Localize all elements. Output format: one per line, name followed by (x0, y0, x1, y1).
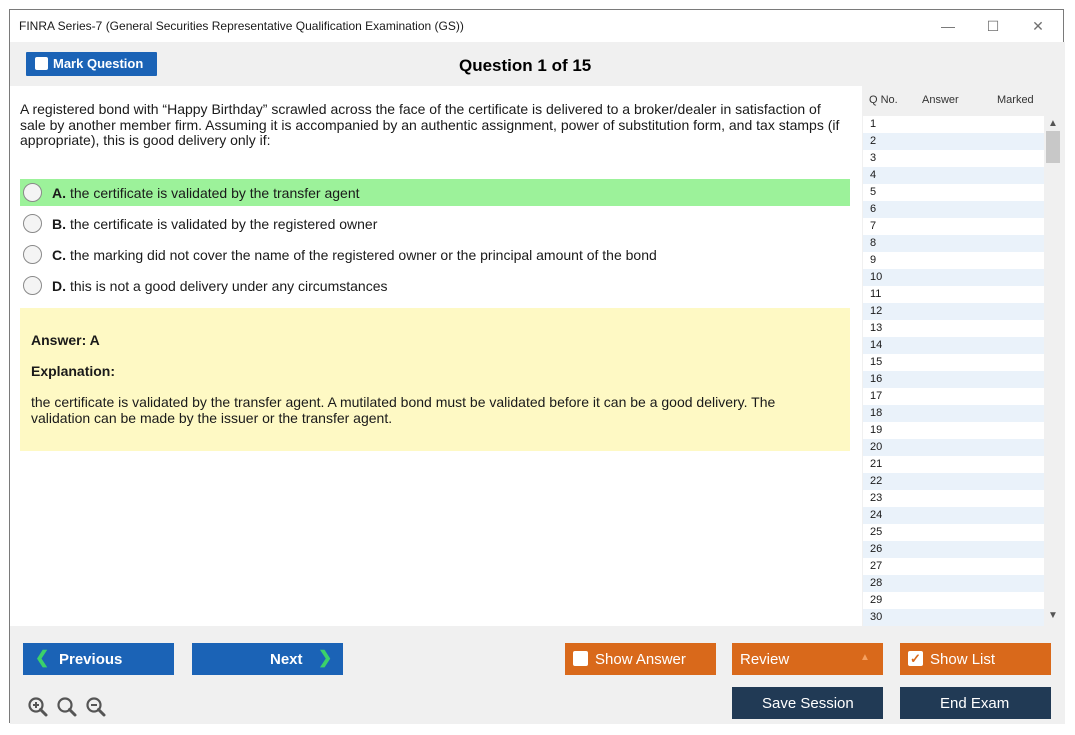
footer-toolbar (10, 626, 1065, 724)
question-list-row[interactable]: 30 (863, 609, 1044, 626)
question-list-row[interactable]: 10 (863, 269, 1044, 286)
show-list-label: Show List (930, 651, 996, 668)
radio-icon[interactable] (23, 245, 42, 264)
question-list-row[interactable]: 16 (863, 371, 1044, 388)
scroll-thumb[interactable] (1046, 131, 1060, 163)
question-list[interactable] (863, 116, 1044, 626)
question-list-row[interactable]: 5 (870, 186, 877, 198)
zoom-in-icon[interactable] (27, 696, 49, 718)
end-exam-label: End Exam (940, 695, 1010, 712)
zoom-out-icon[interactable] (85, 696, 107, 718)
save-session-label: Save Session (762, 695, 854, 712)
save-session-button[interactable] (732, 687, 883, 719)
chevron-right-icon: ❯ (318, 648, 333, 667)
maximize-icon[interactable]: ☐ (986, 18, 1000, 34)
question-list-row[interactable]: 20 (863, 439, 1044, 456)
question-list-row[interactable]: 19 (870, 424, 883, 436)
question-list-row[interactable]: 26 (863, 541, 1044, 558)
question-list-row[interactable]: 27 (870, 560, 883, 572)
window-title: FINRA Series-7 (General Securities Representative Qualification Examination (GS)) (19, 19, 464, 33)
question-list-panel (862, 86, 1065, 626)
question-list-row[interactable]: 15 (870, 356, 883, 368)
question-list-row[interactable]: 18 (863, 405, 1044, 422)
mark-question-label: Mark Question (53, 56, 144, 71)
answer-label: Answer: A (31, 332, 100, 348)
question-list-row[interactable]: 28 (863, 575, 1044, 592)
question-list-row[interactable]: 23 (870, 492, 883, 504)
option-letter: B. (52, 216, 66, 232)
dropdown-arrow-icon: ▲ (860, 652, 870, 663)
mark-checkbox-icon[interactable] (35, 57, 48, 70)
question-list-header (862, 86, 1065, 116)
question-list-row[interactable]: 25 (870, 526, 883, 538)
question-list-row[interactable]: 22 (863, 473, 1044, 490)
scroll-down-icon[interactable]: ▼ (1048, 610, 1058, 621)
option-letter: C. (52, 247, 66, 263)
question-text: A registered bond with “Happy Birthday” scrawled across the face of the certificate is delivered to a broker/dealer in satisfaction of sale by another member firm. Assuming it is accompanied by an authentic assignment, power of substitution form, and tax stamps (if appropriate), this is good delivery only if: (20, 101, 840, 148)
question-list-row[interactable]: 1 (870, 118, 877, 130)
option-b[interactable] (20, 210, 850, 237)
question-list-row[interactable]: 21 (870, 458, 883, 470)
question-list-row[interactable]: 3 (870, 152, 877, 164)
question-list-row[interactable]: 11 (870, 288, 882, 300)
radio-icon[interactable] (23, 276, 42, 295)
question-list-scrollbar[interactable] (1044, 116, 1062, 626)
close-icon[interactable]: ✕ (1032, 18, 1044, 34)
question-header (10, 42, 1065, 86)
question-counter: Question 1 of 15 (459, 56, 592, 75)
col-qno[interactable]: Q No. (869, 94, 898, 106)
previous-button[interactable] (23, 643, 174, 675)
option-letter: A. (52, 185, 66, 201)
option-text: the marking did not cover the name of the registered owner or the principal amount of the bond (70, 247, 657, 263)
scroll-up-icon[interactable]: ▲ (1048, 118, 1058, 129)
end-exam-button[interactable] (900, 687, 1051, 719)
question-list-row[interactable]: 6 (863, 201, 1044, 218)
option-d[interactable] (20, 272, 850, 299)
next-button[interactable] (192, 643, 343, 675)
option-text: this is not a good delivery under any circumstances (70, 278, 388, 294)
show-answer-checkbox-icon[interactable] (573, 651, 588, 666)
show-answer-button[interactable] (565, 643, 716, 675)
col-answer[interactable]: Answer (922, 94, 959, 106)
show-answer-label: Show Answer (595, 651, 686, 668)
col-marked[interactable]: Marked (997, 94, 1034, 106)
previous-label: Previous (59, 651, 123, 668)
question-list-row[interactable]: 24 (863, 507, 1044, 524)
mark-question-button[interactable] (26, 52, 157, 76)
question-list-row[interactable]: 13 (870, 322, 883, 334)
next-label: Next (270, 651, 303, 668)
question-list-row[interactable]: 9 (870, 254, 877, 266)
title-bar (10, 10, 1063, 42)
radio-icon[interactable] (23, 183, 42, 202)
zoom-reset-icon[interactable] (56, 696, 78, 718)
option-text: the certificate is validated by the registered owner (70, 216, 378, 232)
option-c[interactable] (20, 241, 850, 268)
show-list-button[interactable] (900, 643, 1051, 675)
show-list-checkbox-icon[interactable]: ✓ (908, 651, 923, 666)
question-panel (10, 86, 862, 626)
question-list-row[interactable]: 17 (870, 390, 883, 402)
question-list-row[interactable]: 2 (863, 133, 1044, 150)
answer-explanation-box (20, 308, 850, 451)
exam-window (9, 9, 1064, 723)
question-list-row[interactable]: 4 (863, 167, 1044, 184)
question-list-row[interactable]: 7 (870, 220, 877, 232)
option-letter: D. (52, 278, 66, 294)
question-list-row[interactable]: 29 (870, 594, 883, 606)
review-label: Review (740, 651, 790, 668)
option-a[interactable] (20, 179, 850, 206)
minimize-icon[interactable]: — (941, 18, 955, 34)
question-list-row[interactable]: 8 (863, 235, 1044, 252)
question-list-row[interactable]: 12 (863, 303, 1044, 320)
explanation-label: Explanation: (31, 363, 116, 379)
radio-icon[interactable] (23, 214, 42, 233)
option-text: the certificate is validated by the transfer agent (70, 185, 360, 201)
explanation-text: the certificate is validated by the transfer agent. A mutilated bond must be validated before it can be a good delivery. The validation can be made by the issuer or the transfer agent. (31, 394, 776, 426)
chevron-left-icon: ❮ (35, 648, 50, 667)
question-list-row[interactable]: 14 (863, 337, 1044, 354)
review-dropdown[interactable] (732, 643, 883, 675)
